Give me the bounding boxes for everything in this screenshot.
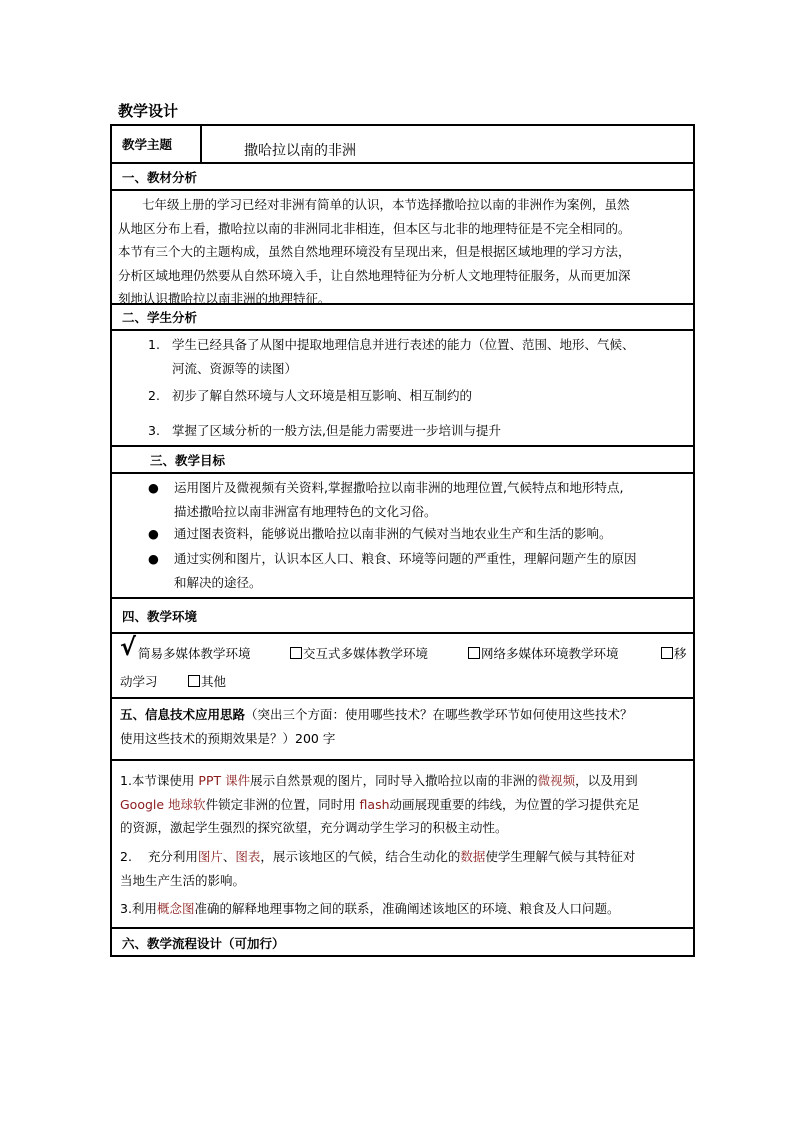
- item-text: 和解决的途径。: [174, 574, 262, 590]
- document-title: 教学设计: [118, 102, 179, 120]
- option-other[interactable]: [188, 670, 226, 694]
- item-text: 学生已经具备了从图中提取地理信息并进行表述的能力（位置、范围、地形、气候、: [172, 337, 635, 352]
- highlight-text: Google 地球软: [120, 796, 206, 812]
- item-number: 3.: [148, 423, 160, 438]
- topic-value: 撒哈拉以南的非洲: [244, 143, 356, 159]
- objective-item-2: [148, 522, 612, 546]
- student-item-2: [148, 384, 472, 408]
- text-run: ，以及用到: [575, 773, 638, 788]
- student-item-1: [148, 333, 635, 380]
- section-6-heading-row: [110, 927, 695, 957]
- checkbox-icon[interactable]: [290, 647, 302, 659]
- text-run: 展示自然景观的图片，同时导入撒哈拉以南的非洲的: [250, 773, 538, 788]
- highlight-text: 图表: [235, 849, 261, 864]
- section-5-note: 使用这些技术的预期效果是？）200 字: [120, 730, 336, 746]
- bullet-icon: ●: [148, 526, 159, 541]
- section-5-heading-row: [110, 699, 695, 761]
- text-run: ，展示该地区的气候，结合生动化的: [260, 849, 461, 864]
- bullet-icon: ●: [148, 480, 159, 495]
- option-simple-multimedia: 简易多媒体教学环境: [138, 646, 251, 661]
- section-5-body: [110, 761, 695, 929]
- text-run: 2. 充分利用: [120, 849, 198, 864]
- section-5-heading-block: [120, 703, 695, 750]
- option-label: 移: [674, 646, 687, 661]
- text-run: 的资源，激起学生强烈的探究欲望，充分调动学生学习的积极主动性。: [120, 820, 508, 835]
- highlight-text: flash: [359, 796, 390, 812]
- option-interactive-multimedia[interactable]: [290, 642, 428, 666]
- option-label: 网络多媒体环境教学环境: [481, 646, 619, 661]
- section-1-paragraph: [118, 193, 687, 311]
- text-line: 分析区域地理仍然要从自然环境入手，让自然地理特征为分析人文地理特征服务，从而更加深: [118, 267, 631, 283]
- text-line: 七年级上册的学习已经对非洲有简单的认识，本节选择撒哈拉以南的非洲作为案例，虽然: [142, 197, 630, 212]
- item-text: 通过实例和图片，认识本区人口、粮食、环境等问题的严重性，理解问题产生的原因: [174, 551, 637, 566]
- text-run: 、: [222, 849, 236, 864]
- section-2-heading: 二、学生分析: [122, 310, 198, 325]
- tech-paragraph-1: [120, 769, 695, 840]
- text-run: 件锁定非洲的位置，同时用: [205, 796, 360, 812]
- item-text: 掌握了区域分析的一般方法,但是能力需要进一步培训与提升: [172, 423, 501, 438]
- section-3-heading-row: [110, 447, 695, 474]
- section-2-body: [110, 331, 695, 447]
- highlight-text: 微视频: [537, 773, 576, 788]
- student-item-3: [148, 419, 501, 443]
- checkbox-icon[interactable]: [188, 675, 200, 687]
- topic-label: 教学主题: [112, 126, 202, 162]
- option-label: 其他: [201, 674, 227, 689]
- tech-paragraph-2: [120, 845, 695, 892]
- section-4-body: [110, 634, 695, 699]
- objective-item-3: [148, 547, 637, 594]
- section-1-heading-row: [110, 164, 695, 191]
- highlight-text: PPT 课件: [198, 773, 251, 788]
- text-line: 刻地认识撒哈拉以南非洲的地理特征。: [118, 291, 331, 306]
- section-3-heading: 三、教学目标: [150, 453, 226, 468]
- section-1-heading: 一、教材分析: [122, 170, 198, 185]
- section-3-body: [110, 474, 695, 599]
- item-text: 初步了解自然环境与人文环境是相互影响、相互制约的: [172, 388, 473, 403]
- section-4-heading-row: [110, 599, 695, 634]
- highlight-text: 概念图: [156, 901, 195, 916]
- section-1-body: [110, 191, 695, 305]
- section-2-heading-row: [110, 305, 695, 331]
- option-mobile-learning[interactable]: [661, 642, 687, 666]
- text-run: 1.本节课使用: [120, 773, 199, 788]
- item-number: 2.: [148, 388, 160, 403]
- topic-row: [110, 124, 695, 164]
- text-run: 准确的解释地理事物之间的联系，准确阐述该地区的环境、粮食及人口问题。: [194, 901, 620, 916]
- tech-paragraph-3: [120, 897, 695, 921]
- section-6-heading: 六、教学流程设计（可加行）: [122, 936, 285, 951]
- option-label: 交互式多媒体教学环境: [303, 646, 429, 661]
- text-run: 动画展现重要的纬线，为位置的学习提供充足: [389, 796, 640, 812]
- objective-item-1: [148, 476, 623, 523]
- option-network-multimedia[interactable]: [468, 642, 619, 666]
- section-5-note: （突出三个方面：使用哪些技术？在哪些教学环节如何使用这些技术？: [245, 707, 633, 722]
- item-number: 1.: [148, 337, 160, 352]
- text-run: 3.利用: [120, 901, 157, 916]
- lesson-plan-table: [110, 124, 695, 957]
- environment-options: [120, 633, 692, 692]
- highlight-text: 图片: [197, 849, 223, 864]
- text-run: 当地生产生活的影响。: [120, 872, 246, 888]
- item-text: 运用图片及微视频有关资料,掌握撒哈拉以南非洲的地理位置,气候特点和地形特点,: [174, 480, 624, 495]
- checkbox-icon[interactable]: [661, 647, 673, 659]
- item-text: 通过图表资料，能够说出撒哈拉以南非洲的气候对当地农业生产和生活的影响。: [174, 526, 612, 541]
- section-5-heading: 五、信息技术应用思路: [120, 707, 246, 722]
- check-mark-icon: √: [120, 633, 137, 661]
- text-run: 使学生理解气候与其特征对: [485, 849, 636, 864]
- highlight-text: 数据: [460, 849, 486, 864]
- checkbox-icon[interactable]: [468, 647, 480, 659]
- item-text: 描述撒哈拉以南非洲富有地理特色的文化习俗。: [174, 503, 437, 519]
- text-line: 本节有三个大的主题构成，虽然自然地理环境没有呈现出来，但是根据区域地理的学习方法，: [118, 244, 631, 259]
- section-4-heading: 四、教学环境: [122, 609, 198, 624]
- item-text: 河流、资源等的读图）: [172, 360, 298, 376]
- option-label-continued: 动学习: [120, 674, 158, 689]
- text-line: 从地区分布上看，撒哈拉以南的非洲同北非相连，但本区与北非的地理特征是不完全相同的。: [118, 220, 631, 236]
- bullet-icon: ●: [148, 551, 159, 566]
